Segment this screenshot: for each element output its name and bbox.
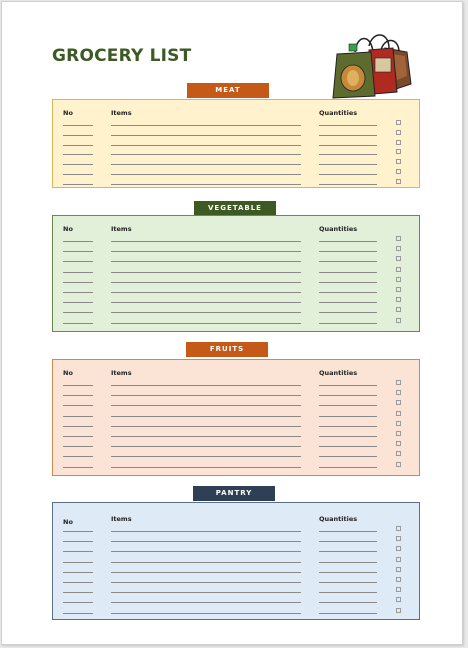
item-line[interactable] [111,251,301,252]
quantity-line[interactable] [319,467,377,468]
quantity-line[interactable] [319,282,377,283]
no-line[interactable] [63,272,93,273]
item-line[interactable] [111,154,301,155]
item-line[interactable] [111,272,301,273]
checkbox[interactable] [396,441,401,446]
no-line[interactable] [63,385,93,386]
col-header-no: No [63,225,73,233]
quantity-line[interactable] [319,405,377,406]
checkbox[interactable] [396,587,401,592]
no-line[interactable] [63,174,93,175]
item-line[interactable] [111,174,301,175]
checkbox[interactable] [396,577,401,582]
no-line[interactable] [63,395,93,396]
checkbox[interactable] [396,130,401,135]
quantity-line[interactable] [319,446,377,447]
quantity-line[interactable] [319,261,377,262]
quantity-line[interactable] [319,572,377,573]
quantity-line[interactable] [319,531,377,532]
checkbox[interactable] [396,169,401,174]
quantity-line[interactable] [319,135,377,136]
checkbox[interactable] [396,287,401,292]
checkbox[interactable] [396,159,401,164]
no-line[interactable] [63,541,93,542]
quantity-line[interactable] [319,541,377,542]
checkbox[interactable] [396,179,401,184]
checkbox[interactable] [396,267,401,272]
item-line[interactable] [111,551,301,552]
no-line[interactable] [63,562,93,563]
item-line[interactable] [111,292,301,293]
item-line[interactable] [111,282,301,283]
item-line[interactable] [111,385,301,386]
checkbox[interactable] [396,246,401,251]
no-line[interactable] [63,613,93,614]
checkbox[interactable] [396,297,401,302]
checkbox[interactable] [396,431,401,436]
quantity-line[interactable] [319,184,377,185]
checkbox[interactable] [396,277,401,282]
no-line[interactable] [63,602,93,603]
quantity-line[interactable] [319,395,377,396]
item-line[interactable] [111,184,301,185]
checkbox[interactable] [396,318,401,323]
quantity-line[interactable] [319,416,377,417]
col-header-quantities: Quantities [319,369,358,377]
quantity-line[interactable] [319,302,377,303]
section-box-fruits [52,359,420,476]
quantity-line[interactable] [319,292,377,293]
quantity-line[interactable] [319,241,377,242]
col-header-items: Items [111,109,132,117]
checkbox[interactable] [396,462,401,467]
col-header-quantities: Quantities [319,109,358,117]
no-line[interactable] [63,135,93,136]
quantity-line[interactable] [319,562,377,563]
item-line[interactable] [111,405,301,406]
item-line[interactable] [111,261,301,262]
checkbox[interactable] [396,557,401,562]
checkbox[interactable] [396,421,401,426]
item-line[interactable] [111,164,301,165]
checkbox[interactable] [396,451,401,456]
section-banner-vegetable: VEGETABLE [194,201,276,216]
item-line[interactable] [111,145,301,146]
col-header-quantities: Quantities [319,515,358,523]
item-line[interactable] [111,312,301,313]
quantity-line[interactable] [319,272,377,273]
item-line[interactable] [111,572,301,573]
col-header-no: No [63,369,73,377]
quantity-line[interactable] [319,164,377,165]
no-line[interactable] [63,416,93,417]
no-line[interactable] [63,405,93,406]
no-line[interactable] [63,184,93,185]
no-line[interactable] [63,446,93,447]
col-header-items: Items [111,515,132,523]
no-line[interactable] [63,426,93,427]
item-line[interactable] [111,602,301,603]
no-line[interactable] [63,164,93,165]
col-header-quantities: Quantities [319,225,358,233]
checkbox[interactable] [396,390,401,395]
item-line[interactable] [111,323,301,324]
section-banner-pantry: PANTRY [193,486,275,501]
item-line[interactable] [111,426,301,427]
no-line[interactable] [63,302,93,303]
item-line[interactable] [111,467,301,468]
no-line[interactable] [63,292,93,293]
item-line[interactable] [111,562,301,563]
quantity-line[interactable] [319,456,377,457]
checkbox[interactable] [396,567,401,572]
checkbox[interactable] [396,140,401,145]
checkbox[interactable] [396,608,401,613]
quantity-line[interactable] [319,426,377,427]
col-header-items: Items [111,369,132,377]
checkbox[interactable] [396,536,401,541]
item-line[interactable] [111,416,301,417]
no-line[interactable] [63,572,93,573]
no-line[interactable] [63,154,93,155]
col-header-no: No [63,109,73,117]
quantity-line[interactable] [319,385,377,386]
checkbox[interactable] [396,411,401,416]
checkbox[interactable] [396,380,401,385]
item-line[interactable] [111,436,301,437]
item-line[interactable] [111,135,301,136]
no-line[interactable] [63,261,93,262]
item-line[interactable] [111,456,301,457]
checkbox[interactable] [396,149,401,154]
col-header-items: Items [111,225,132,233]
grocery-list-page [1,1,463,645]
no-line[interactable] [63,592,93,593]
section-box-pantry [52,502,420,620]
no-line[interactable] [63,582,93,583]
item-line[interactable] [111,241,301,242]
no-line[interactable] [63,312,93,313]
shopping-bags-icon [327,32,415,100]
item-line[interactable] [111,302,301,303]
quantity-line[interactable] [319,582,377,583]
no-line[interactable] [63,145,93,146]
checkbox[interactable] [396,546,401,551]
quantity-line[interactable] [319,602,377,603]
item-line[interactable] [111,582,301,583]
quantity-line[interactable] [319,592,377,593]
item-line[interactable] [111,446,301,447]
checkbox[interactable] [396,120,401,125]
quantity-line[interactable] [319,251,377,252]
page-title: GROCERY LIST [52,46,192,66]
quantity-line[interactable] [319,312,377,313]
quantity-line[interactable] [319,551,377,552]
section-banner-fruits: FRUITS [186,342,268,357]
item-line[interactable] [111,125,301,126]
item-line[interactable] [111,395,301,396]
no-line[interactable] [63,251,93,252]
quantity-line[interactable] [319,154,377,155]
checkbox[interactable] [396,236,401,241]
section-box-meat [52,99,420,188]
section-banner-meat: MEAT [187,83,269,98]
no-line[interactable] [63,456,93,457]
item-line[interactable] [111,613,301,614]
no-line[interactable] [63,551,93,552]
no-line[interactable] [63,241,93,242]
no-line[interactable] [63,282,93,283]
no-line[interactable] [63,436,93,437]
no-line[interactable] [63,125,93,126]
item-line[interactable] [111,541,301,542]
item-line[interactable] [111,592,301,593]
checkbox[interactable] [396,307,401,312]
no-line[interactable] [63,323,93,324]
checkbox[interactable] [396,256,401,261]
quantity-line[interactable] [319,125,377,126]
col-header-no: No [63,518,73,526]
quantity-line[interactable] [319,436,377,437]
item-line[interactable] [111,531,301,532]
quantity-line[interactable] [319,145,377,146]
checkbox[interactable] [396,597,401,602]
no-line[interactable] [63,467,93,468]
checkbox[interactable] [396,400,401,405]
section-box-vegetable [52,215,420,332]
quantity-line[interactable] [319,174,377,175]
quantity-line[interactable] [319,323,377,324]
quantity-line[interactable] [319,613,377,614]
no-line[interactable] [63,531,93,532]
checkbox[interactable] [396,526,401,531]
